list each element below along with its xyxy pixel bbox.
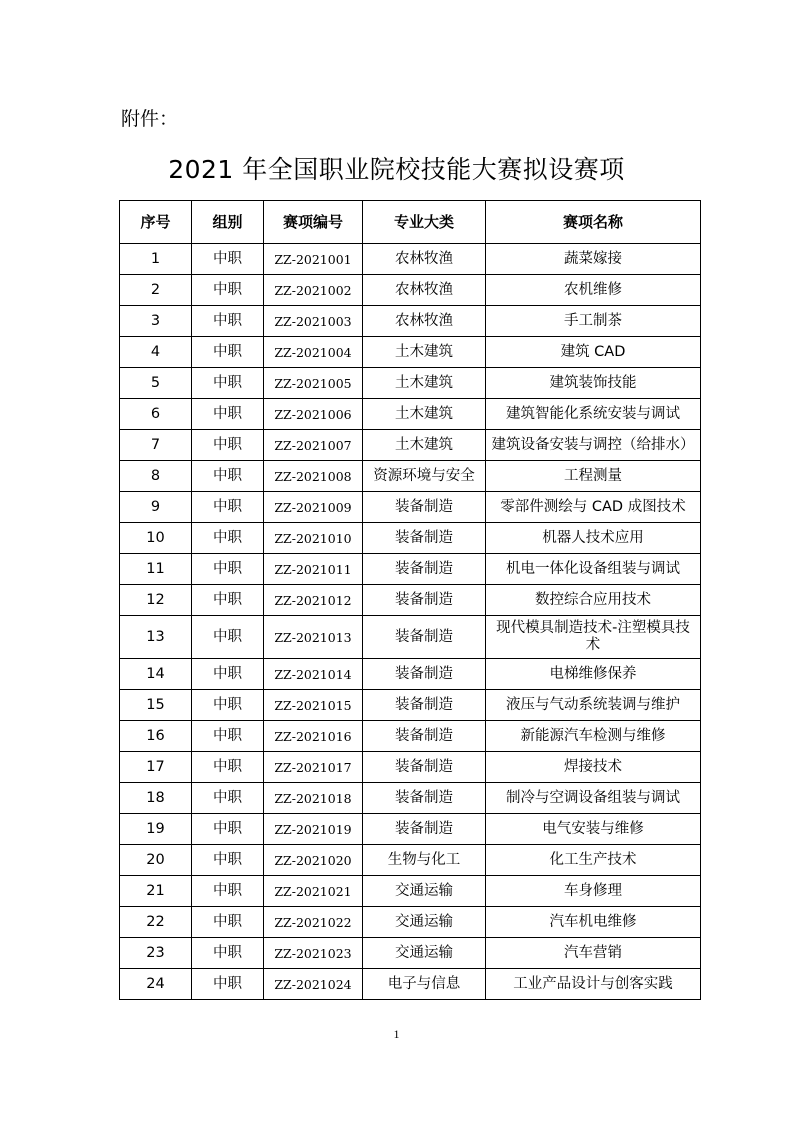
row-group: 中职 — [192, 368, 264, 399]
row-category: 装备制造 — [363, 523, 486, 554]
row-code: ZZ-2021015 — [264, 690, 363, 721]
row-category: 土木建筑 — [363, 430, 486, 461]
table-row — [120, 876, 701, 907]
row-index: 3 — [120, 306, 192, 337]
table-row — [120, 399, 701, 430]
row-category: 装备制造 — [363, 814, 486, 845]
row-event-name: 制冷与空调设备组装与调试 — [486, 783, 701, 814]
row-event-name: 汽车机电维修 — [486, 907, 701, 938]
table-row — [120, 907, 701, 938]
row-group: 中职 — [192, 306, 264, 337]
row-group: 中职 — [192, 659, 264, 690]
table-row — [120, 814, 701, 845]
table-row — [120, 492, 701, 523]
row-code: ZZ-2021005 — [264, 368, 363, 399]
row-event-name: 电气安装与维修 — [486, 814, 701, 845]
row-event-name: 建筑设备安装与调控（给排水） — [486, 430, 701, 461]
row-code: ZZ-2021022 — [264, 907, 363, 938]
row-index: 23 — [120, 938, 192, 969]
row-event-name: 建筑装饰技能 — [486, 368, 701, 399]
row-index: 20 — [120, 845, 192, 876]
row-category: 交通运输 — [363, 876, 486, 907]
table-row — [120, 721, 701, 752]
row-category: 农林牧渔 — [363, 306, 486, 337]
table-row — [120, 554, 701, 585]
row-group: 中职 — [192, 783, 264, 814]
row-code: ZZ-2021007 — [264, 430, 363, 461]
row-category: 装备制造 — [363, 659, 486, 690]
row-index: 13 — [120, 616, 192, 659]
row-event-name: 汽车营销 — [486, 938, 701, 969]
row-category: 农林牧渔 — [363, 244, 486, 275]
row-index: 8 — [120, 461, 192, 492]
row-group: 中职 — [192, 938, 264, 969]
table-row — [120, 461, 701, 492]
table-row — [120, 523, 701, 554]
row-code: ZZ-2021008 — [264, 461, 363, 492]
row-group: 中职 — [192, 876, 264, 907]
header-category: 专业大类 — [363, 201, 486, 244]
table-row — [120, 585, 701, 616]
row-code: ZZ-2021010 — [264, 523, 363, 554]
table-row — [120, 690, 701, 721]
row-code: ZZ-2021004 — [264, 337, 363, 368]
table-row — [120, 938, 701, 969]
row-event-name: 农机维修 — [486, 275, 701, 306]
table-row — [120, 969, 701, 1000]
row-category: 装备制造 — [363, 585, 486, 616]
row-index: 18 — [120, 783, 192, 814]
row-category: 装备制造 — [363, 616, 486, 659]
row-index: 19 — [120, 814, 192, 845]
row-category: 农林牧渔 — [363, 275, 486, 306]
row-index: 11 — [120, 554, 192, 585]
header-code: 赛项编号 — [264, 201, 363, 244]
row-group: 中职 — [192, 461, 264, 492]
row-code: ZZ-2021024 — [264, 969, 363, 1000]
row-index: 5 — [120, 368, 192, 399]
row-event-name: 工业产品设计与创客实践 — [486, 969, 701, 1000]
row-category: 装备制造 — [363, 554, 486, 585]
row-code: ZZ-2021021 — [264, 876, 363, 907]
document-title: 2021 年全国职业院校技能大赛拟设赛项 — [168, 155, 625, 184]
header-event-name: 赛项名称 — [486, 201, 701, 244]
table-row — [120, 845, 701, 876]
row-index: 14 — [120, 659, 192, 690]
row-event-name: 手工制茶 — [486, 306, 701, 337]
table-row — [120, 368, 701, 399]
row-code: ZZ-2021016 — [264, 721, 363, 752]
row-index: 21 — [120, 876, 192, 907]
table-row — [120, 752, 701, 783]
row-code: ZZ-2021011 — [264, 554, 363, 585]
row-index: 7 — [120, 430, 192, 461]
table-row — [120, 244, 701, 275]
row-group: 中职 — [192, 337, 264, 368]
row-event-name: 机器人技术应用 — [486, 523, 701, 554]
row-event-name: 车身修理 — [486, 876, 701, 907]
row-event-name: 建筑智能化系统安装与调试 — [486, 399, 701, 430]
row-event-name: 数控综合应用技术 — [486, 585, 701, 616]
row-code: ZZ-2021023 — [264, 938, 363, 969]
row-code: ZZ-2021012 — [264, 585, 363, 616]
row-code: ZZ-2021013 — [264, 616, 363, 659]
row-event-name: 液压与气动系统装调与维护 — [486, 690, 701, 721]
table-body — [120, 244, 701, 1000]
page-number: 1 — [393, 1027, 400, 1041]
row-code: ZZ-2021003 — [264, 306, 363, 337]
row-index: 9 — [120, 492, 192, 523]
row-category: 装备制造 — [363, 783, 486, 814]
row-group: 中职 — [192, 399, 264, 430]
row-event-name: 电梯维修保养 — [486, 659, 701, 690]
row-category: 装备制造 — [363, 492, 486, 523]
row-group: 中职 — [192, 690, 264, 721]
table-row — [120, 783, 701, 814]
header-index: 序号 — [120, 201, 192, 244]
row-index: 4 — [120, 337, 192, 368]
row-category: 装备制造 — [363, 721, 486, 752]
row-category: 土木建筑 — [363, 399, 486, 430]
row-event-name: 机电一体化设备组装与调试 — [486, 554, 701, 585]
table-row — [120, 275, 701, 306]
row-code: ZZ-2021014 — [264, 659, 363, 690]
row-category: 交通运输 — [363, 907, 486, 938]
row-code: ZZ-2021001 — [264, 244, 363, 275]
row-event-name: 焊接技术 — [486, 752, 701, 783]
row-index: 6 — [120, 399, 192, 430]
row-code: ZZ-2021019 — [264, 814, 363, 845]
row-group: 中职 — [192, 907, 264, 938]
header-group: 组别 — [192, 201, 264, 244]
row-code: ZZ-2021017 — [264, 752, 363, 783]
table-row — [120, 659, 701, 690]
row-group: 中职 — [192, 585, 264, 616]
row-category: 装备制造 — [363, 690, 486, 721]
row-code: ZZ-2021020 — [264, 845, 363, 876]
row-category: 土木建筑 — [363, 337, 486, 368]
row-index: 1 — [120, 244, 192, 275]
row-group: 中职 — [192, 752, 264, 783]
row-event-name: 现代模具制造技术-注塑模具技术 — [486, 616, 701, 659]
row-index: 22 — [120, 907, 192, 938]
row-event-name: 工程测量 — [486, 461, 701, 492]
row-code: ZZ-2021002 — [264, 275, 363, 306]
row-group: 中职 — [192, 814, 264, 845]
row-group: 中职 — [192, 721, 264, 752]
row-category: 资源环境与安全 — [363, 461, 486, 492]
row-group: 中职 — [192, 430, 264, 461]
row-category: 交通运输 — [363, 938, 486, 969]
row-code: ZZ-2021018 — [264, 783, 363, 814]
row-event-name: 新能源汽车检测与维修 — [486, 721, 701, 752]
row-category: 土木建筑 — [363, 368, 486, 399]
row-code: ZZ-2021009 — [264, 492, 363, 523]
row-event-name: 蔬菜嫁接 — [486, 244, 701, 275]
row-index: 2 — [120, 275, 192, 306]
row-group: 中职 — [192, 969, 264, 1000]
row-category: 电子与信息 — [363, 969, 486, 1000]
row-category: 装备制造 — [363, 752, 486, 783]
table-row — [120, 616, 701, 659]
row-group: 中职 — [192, 554, 264, 585]
row-index: 16 — [120, 721, 192, 752]
row-event-name: 建筑 CAD — [486, 337, 701, 368]
row-index: 17 — [120, 752, 192, 783]
table-row — [120, 430, 701, 461]
row-index: 24 — [120, 969, 192, 1000]
row-index: 10 — [120, 523, 192, 554]
row-event-name: 零部件测绘与 CAD 成图技术 — [486, 492, 701, 523]
table-row — [120, 306, 701, 337]
row-code: ZZ-2021006 — [264, 399, 363, 430]
row-category: 生物与化工 — [363, 845, 486, 876]
row-index: 12 — [120, 585, 192, 616]
competition-table — [119, 200, 701, 1000]
row-group: 中职 — [192, 275, 264, 306]
row-group: 中职 — [192, 523, 264, 554]
attachment-label: 附件： — [121, 108, 179, 130]
row-group: 中职 — [192, 616, 264, 659]
row-group: 中职 — [192, 492, 264, 523]
row-index: 15 — [120, 690, 192, 721]
table-header-row — [120, 201, 701, 244]
row-group: 中职 — [192, 845, 264, 876]
row-event-name: 化工生产技术 — [486, 845, 701, 876]
table-row — [120, 337, 701, 368]
row-group: 中职 — [192, 244, 264, 275]
